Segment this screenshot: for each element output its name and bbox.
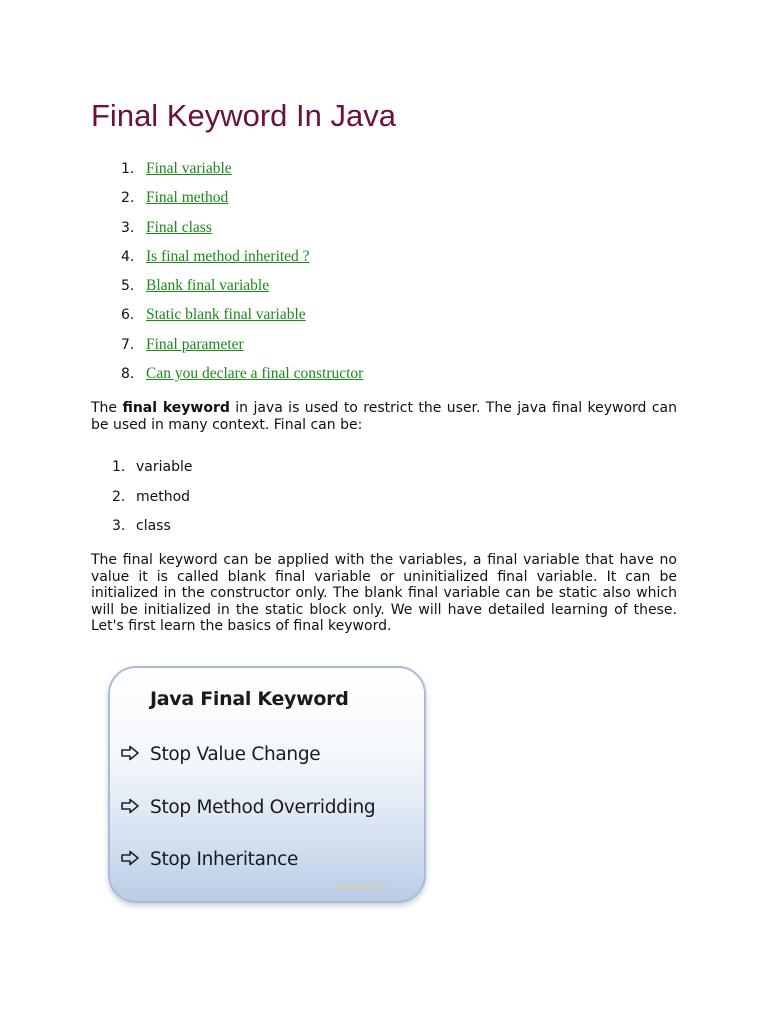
list-item	[112, 487, 192, 517]
list-item	[112, 516, 192, 546]
toc-number: 2.	[121, 190, 135, 207]
toc-number: 5.	[121, 278, 135, 295]
intro-paragraph	[91, 400, 677, 433]
list-number: 2.	[112, 488, 126, 505]
toc-link-final-parameter[interactable]: Final parameter	[146, 335, 244, 353]
toc-item	[121, 363, 363, 392]
figure-title: Java Final Keyword	[150, 688, 349, 710]
toc-item	[121, 187, 363, 216]
toc-item	[121, 158, 363, 187]
figure-item-label: Stop Value Change	[150, 744, 321, 765]
description-paragraph: The final keyword can be applied with the variables, a final variable that have no value it is called blank final variable or uninitialized final variable. It can be initialized in the constructor only. The blank final variable can be static also which will be initialized in the static block only. We will have detailed learning of these. Let's first learn the basics of final keyword.	[91, 552, 677, 634]
list-number: 1.	[112, 459, 126, 475]
figure-item-label: Stop Method Overridding	[150, 797, 376, 818]
uses-list	[112, 457, 192, 546]
figure-item	[120, 797, 375, 823]
toc-item	[121, 334, 363, 363]
toc-number: 1.	[121, 161, 135, 177]
list-label: variable	[136, 459, 193, 475]
right-arrow-icon	[120, 798, 150, 818]
toc-number: 8.	[121, 366, 135, 383]
figure-item	[120, 744, 320, 770]
list-label: class	[136, 518, 171, 534]
list-item	[112, 457, 192, 487]
list-number: 3.	[112, 518, 126, 534]
figure-item-label: Stop Inheritance	[150, 849, 299, 870]
toc-number: 7.	[121, 336, 135, 353]
page-title: Final Keyword In Java	[91, 98, 396, 133]
toc-item	[121, 304, 363, 333]
toc-number: 3.	[121, 219, 135, 236]
figure-item	[120, 849, 298, 875]
toc-link-final-variable[interactable]: Final variable	[146, 160, 232, 177]
toc-link-static-blank-final-variable[interactable]: Static blank final variable	[146, 306, 306, 324]
intro-suffix: in java is used to restrict the user. The java final keyword can be used in many context. Final can be:	[91, 400, 677, 433]
toc-number: 4.	[121, 248, 135, 265]
intro-prefix: The	[91, 400, 123, 416]
toc-link-final-method[interactable]: Final method	[146, 189, 229, 207]
intro-bold-term: final keyword	[122, 400, 230, 416]
right-arrow-icon	[120, 745, 150, 765]
toc-item	[121, 246, 363, 275]
watermark: javatpoint.com	[334, 882, 386, 891]
table-of-contents	[121, 158, 363, 392]
list-label: method	[136, 488, 191, 505]
toc-link-final-method-inherited[interactable]: Is final method inherited ?	[146, 247, 310, 265]
toc-link-final-constructor[interactable]: Can you declare a final constructor	[146, 365, 364, 383]
toc-item	[121, 217, 363, 246]
toc-link-final-class[interactable]: Final class	[146, 218, 212, 236]
toc-number: 6.	[121, 307, 135, 324]
right-arrow-icon	[120, 850, 150, 870]
toc-link-blank-final-variable[interactable]: Blank final variable	[146, 277, 270, 295]
toc-item	[121, 275, 363, 304]
java-final-keyword-figure	[108, 666, 426, 903]
